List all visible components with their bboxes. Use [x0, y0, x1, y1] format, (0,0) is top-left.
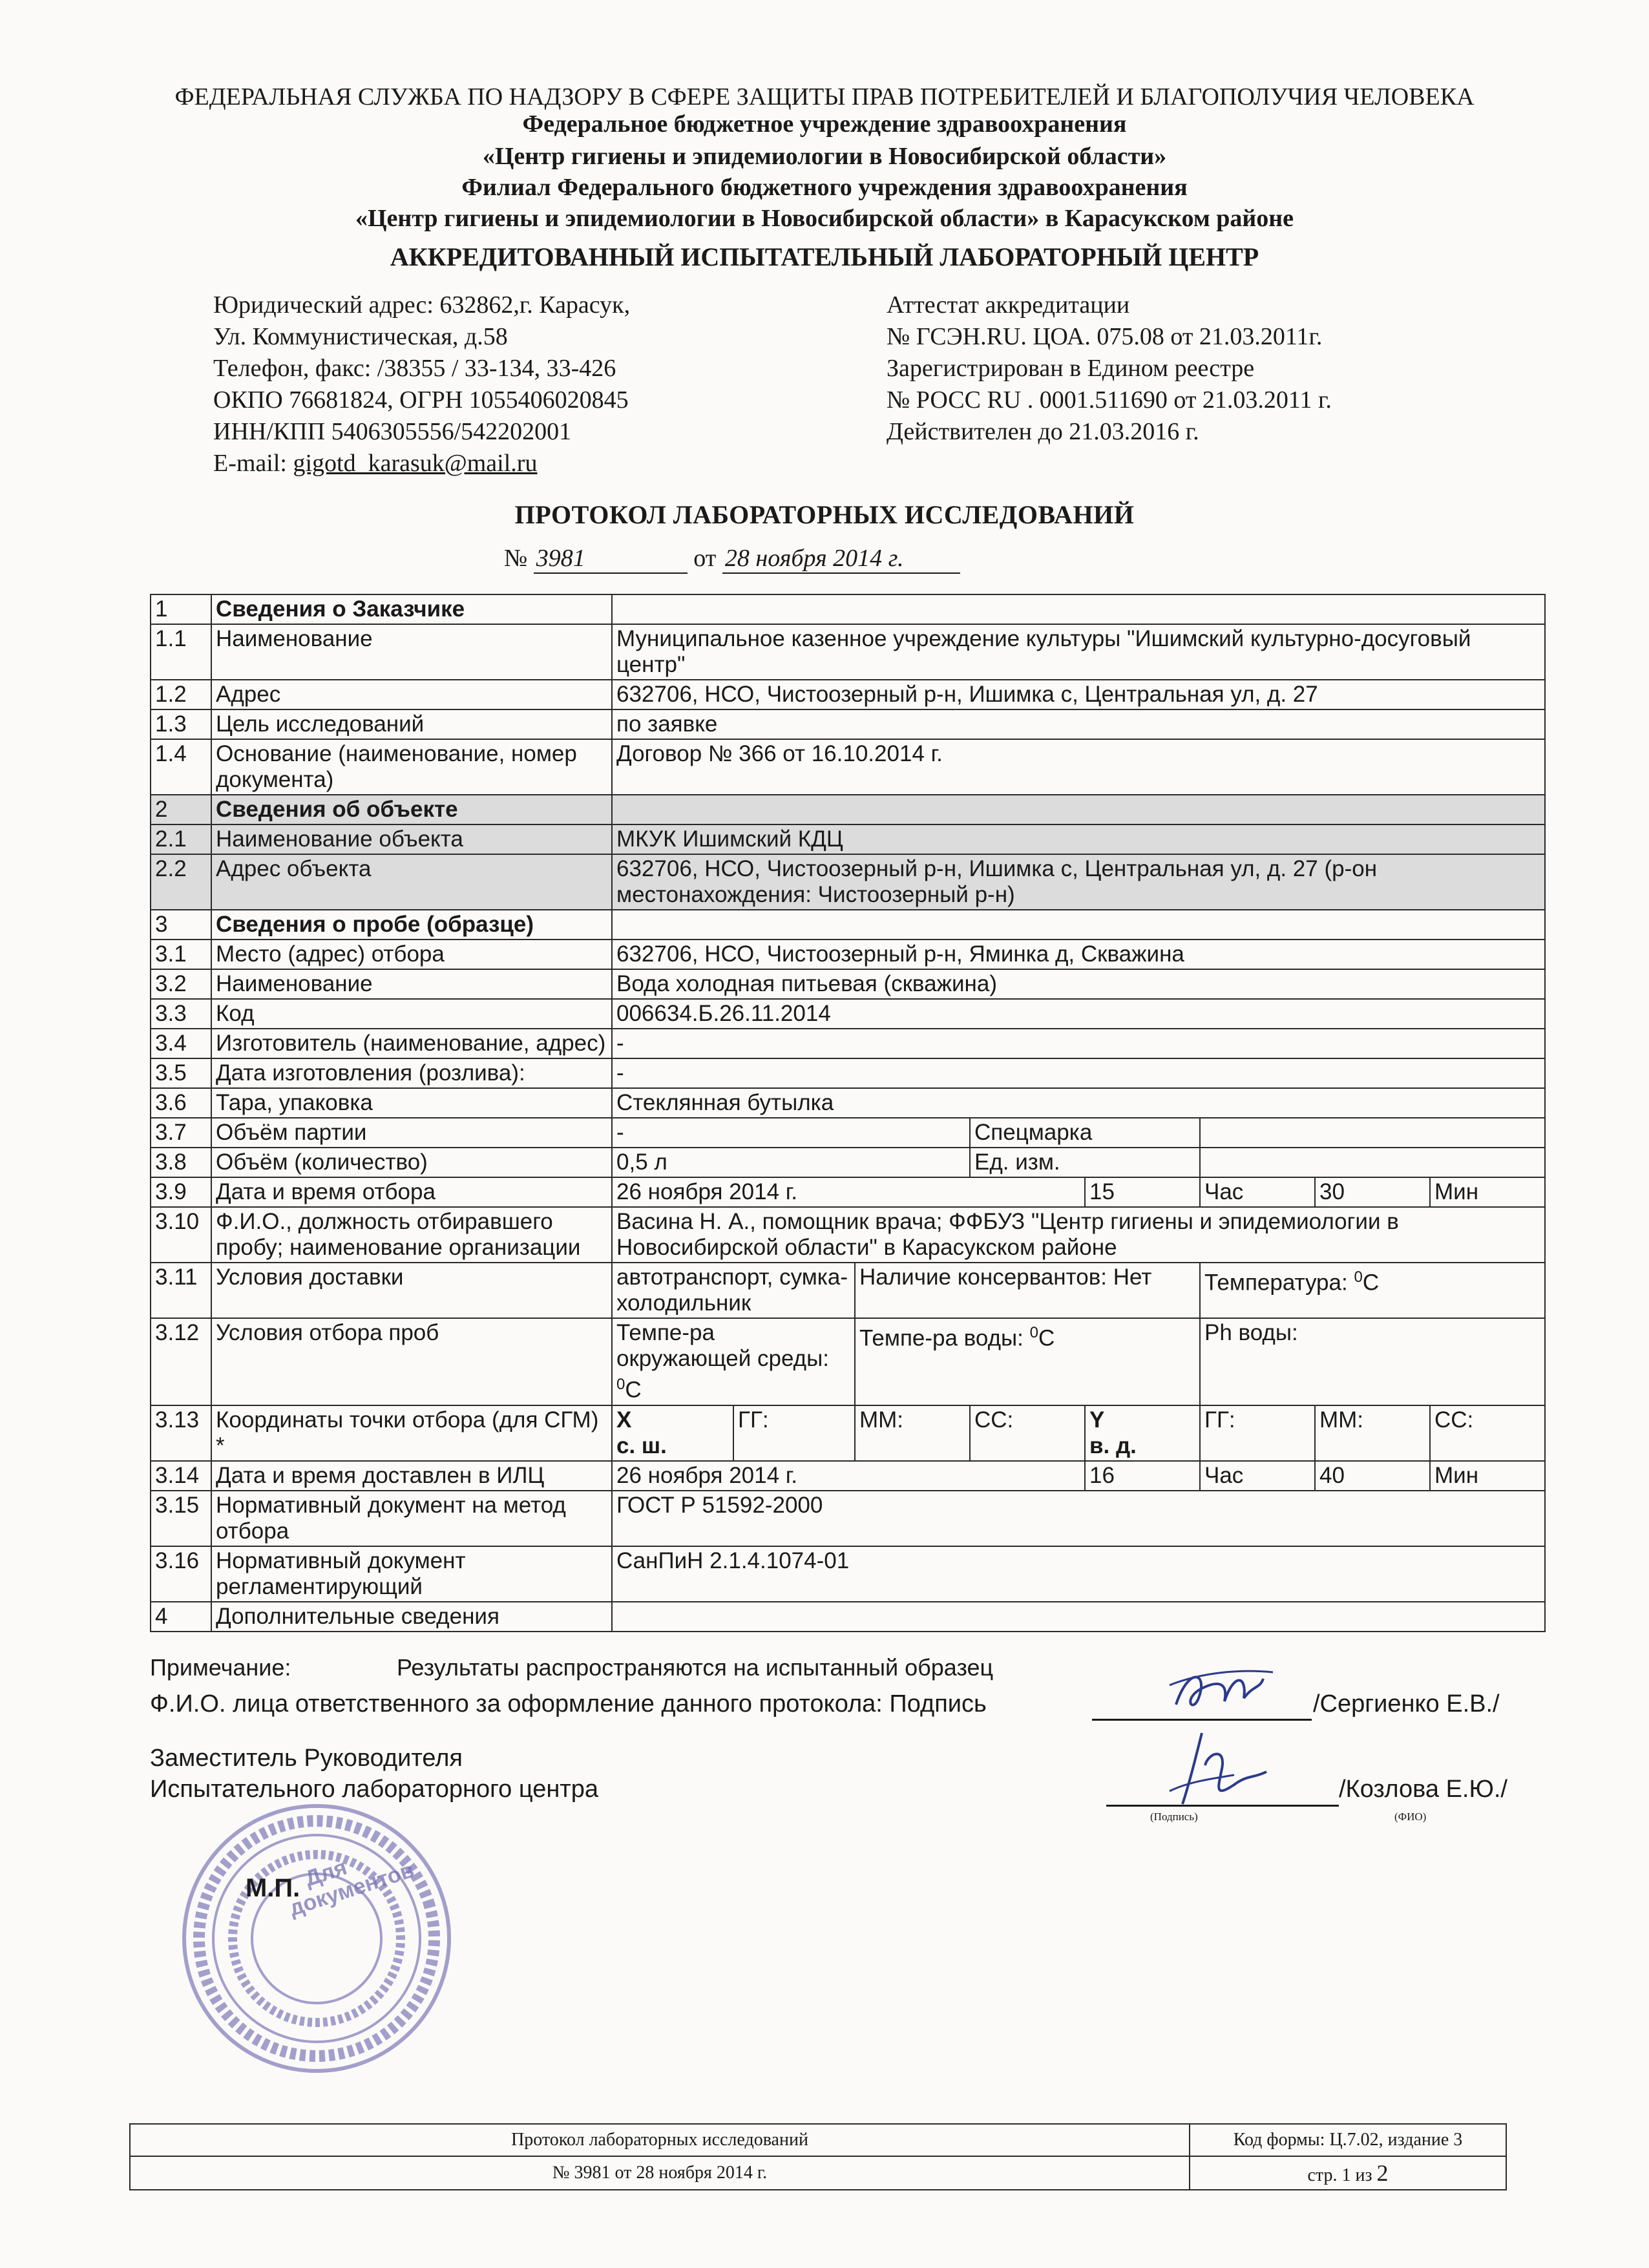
- table-row: [151, 969, 1545, 999]
- row-label: Нормативный документ на метод отбора: [211, 1491, 612, 1546]
- signature-caption: (Подпись): [1150, 1811, 1198, 1823]
- footer-doc-type: Протокол лабораторных исследований: [130, 2124, 1190, 2156]
- minute-label: Мин: [1430, 1177, 1545, 1207]
- legal-okpo: ОКПО 76681824, ОГРН 1055406020845: [213, 386, 629, 414]
- object-address: 632706, НСО, Чистоозерный р-н, Ишимка с, Центральная ул, д. 27 (р-он местонахождения: Чистоозерный р-н): [612, 854, 1545, 910]
- sampling-minute: 30: [1315, 1177, 1430, 1207]
- legal-email-row: [213, 448, 630, 479]
- ambient-temperature-label: Темпе-ра окружающей среды:: [616, 1320, 829, 1371]
- research-purpose: по заявке: [612, 709, 1545, 739]
- row-number: 3.4: [151, 1029, 211, 1058]
- celsius-unit: С: [1038, 1325, 1055, 1351]
- table-row: [151, 1207, 1545, 1263]
- deputy-title-1: Заместитель Руководителя: [150, 1745, 463, 1772]
- celsius-unit: С: [625, 1377, 642, 1403]
- table-row: [151, 854, 1545, 910]
- sampling-date: 26 ноября 2014 г.: [612, 1177, 1085, 1207]
- table-row: [151, 1461, 1545, 1491]
- row-number: 3.12: [151, 1318, 211, 1405]
- responsible-label: Ф.И.О. лица ответственного за оформление данного протокола: Подпись: [150, 1690, 987, 1717]
- table-row: [151, 1263, 1545, 1318]
- water-temperature-label: Темпе-ра воды:: [859, 1325, 1024, 1351]
- row-number: 4: [151, 1602, 211, 1632]
- date-label: от: [693, 545, 717, 572]
- legal-inn: ИНН/КПП 5406305556/542202001: [213, 418, 572, 445]
- coord-y-label: Y: [1089, 1407, 1105, 1433]
- row-number: 3.3: [151, 999, 211, 1029]
- row-label: Цель исследований: [211, 709, 612, 739]
- delivery-hour: 16: [1085, 1461, 1200, 1491]
- row-label: Код: [211, 999, 612, 1029]
- header-lab-center: АККРЕДИТОВАННЫЙ ИСПЫТАТЕЛЬНЫЙ ЛАБОРАТОРНЫЙ ЦЕНТР: [390, 242, 1259, 271]
- empty-cell: [612, 795, 1545, 824]
- row-number: 1.3: [151, 709, 211, 739]
- fio-caption: (ФИО): [1394, 1811, 1427, 1823]
- row-number: 1.1: [151, 624, 211, 680]
- table-row: [151, 1405, 1545, 1461]
- protocol-table: [150, 594, 1546, 1632]
- table-row: [151, 594, 1545, 624]
- row-label: Условия доставки: [211, 1263, 612, 1318]
- signature-sergienko: [1163, 1659, 1279, 1724]
- row-label: Нормативный документ регламентирующий: [211, 1546, 612, 1602]
- table-row: [151, 1491, 1545, 1546]
- coord-minutes: ММ:: [1315, 1405, 1430, 1461]
- table-row: [151, 709, 1545, 739]
- row-number: 3.9: [151, 1177, 211, 1207]
- responsible-name: /Сергиенко Е.В./: [1313, 1690, 1500, 1717]
- deputy-title-2: Испытательного лабораторного центра: [150, 1776, 598, 1803]
- table-row: [151, 1546, 1545, 1602]
- ambient-temperature: Темпе-ра окружающей среды: $^0$С: [612, 1318, 855, 1405]
- row-label: Наименование: [211, 624, 612, 680]
- water-ph: Ph воды:: [1200, 1318, 1545, 1405]
- row-label: Ф.И.О., должность отбиравшего пробу; наименование организации: [211, 1207, 612, 1263]
- row-label: Адрес: [211, 680, 612, 709]
- latitude-label: с. ш.: [616, 1433, 667, 1458]
- empty-cell: [612, 594, 1545, 624]
- hour-label: Час: [1200, 1177, 1315, 1207]
- basis-document: Договор № 366 от 16.10.2014 г.: [612, 739, 1545, 795]
- sampling-place: 632706, НСО, Чистоозерный р-н, Яминка д, Скважина: [612, 940, 1545, 969]
- protocol-number: 3981: [534, 544, 688, 574]
- row-number: 3.8: [151, 1148, 211, 1177]
- accreditation-info: [887, 289, 1332, 448]
- table-row: [151, 1602, 1545, 1632]
- preservatives: Наличие консервантов: Нет: [855, 1263, 1200, 1318]
- row-number: 2.2: [151, 854, 211, 910]
- row-number: 3: [151, 910, 211, 940]
- production-date: -: [612, 1058, 1545, 1088]
- row-label: Адрес объекта: [211, 854, 612, 910]
- footer-form-code: Код формы: Ц.7.02, издание 3: [1190, 2124, 1506, 2156]
- table-row: [151, 795, 1545, 824]
- row-label: Место (адрес) отбора: [211, 940, 612, 969]
- delivery-date: 26 ноября 2014 г.: [612, 1461, 1085, 1491]
- sample-name: Вода холодная питьевая (скважина): [612, 969, 1545, 999]
- table-row: [151, 680, 1545, 709]
- delivery-temperature: Температура: $^0$С: [1200, 1263, 1545, 1318]
- accreditation-number: № ГСЭН.RU. ЦОА. 075.08 от 21.03.2011г.: [887, 323, 1323, 350]
- hour-label: Час: [1200, 1461, 1315, 1491]
- sampling-method-standard: ГОСТ Р 51592-2000: [612, 1491, 1545, 1546]
- empty-cell: [1200, 1118, 1545, 1148]
- regulating-standard: СанПиН 2.1.4.1074-01: [612, 1546, 1545, 1602]
- unit-label: Ед. изм.: [970, 1148, 1200, 1177]
- table-row: [151, 1148, 1545, 1177]
- coord-y: [1085, 1405, 1200, 1461]
- email-label: E-mail:: [213, 450, 293, 477]
- row-number: 2: [151, 795, 211, 824]
- row-number: 3.13: [151, 1405, 211, 1461]
- section-title: Сведения о Заказчике: [211, 594, 612, 624]
- protocol-date: 28 ноября 2014 г.: [722, 544, 960, 574]
- legal-info: [213, 289, 630, 479]
- registry-title: Зарегистрирован в Едином реестре: [887, 355, 1255, 382]
- header-institution: Федеральное бюджетное учреждение здравоохранения: [522, 110, 1127, 138]
- packaging: Стеклянная бутылка: [612, 1088, 1545, 1118]
- table-row: [130, 2124, 1506, 2156]
- table-row: [151, 739, 1545, 795]
- row-label: Дата и время отбора: [211, 1177, 612, 1207]
- email-link[interactable]: gigotd_karasuk@mail.ru: [293, 450, 538, 477]
- coord-degrees: ГГ:: [1200, 1405, 1315, 1461]
- legal-street: Ул. Коммунистическая, д.58: [213, 323, 508, 350]
- special-mark-label: Спецмарка: [970, 1118, 1200, 1148]
- row-number: 1.2: [151, 680, 211, 709]
- row-label: Дата и время доставлен в ИЛЦ: [211, 1461, 612, 1491]
- minute-label: Мин: [1430, 1461, 1545, 1491]
- row-number: 3.7: [151, 1118, 211, 1148]
- temperature-label: Температура:: [1204, 1270, 1348, 1296]
- empty-cell: [612, 1602, 1545, 1632]
- table-row: [151, 1177, 1545, 1207]
- empty-cell: [612, 910, 1545, 940]
- row-number: 3.2: [151, 969, 211, 999]
- row-number: 1: [151, 594, 211, 624]
- table-row: [151, 940, 1545, 969]
- note-label: Примечание:: [150, 1654, 291, 1681]
- accreditation-title: Аттестат аккредитации: [887, 291, 1130, 319]
- table-row: [130, 2156, 1506, 2190]
- row-label: Объём партии: [211, 1118, 612, 1148]
- legal-address: Юридический адрес: 632862,г. Карасук,: [213, 291, 631, 319]
- row-number: 3.15: [151, 1491, 211, 1546]
- number-label: №: [504, 545, 528, 572]
- header-center: «Центр гигиены и эпидемиологии в Новосибирской области»: [482, 143, 1167, 170]
- row-label: Наименование объекта: [211, 824, 612, 854]
- manufacturer: -: [612, 1029, 1545, 1058]
- coord-seconds: СС:: [1430, 1405, 1545, 1461]
- table-row: [151, 999, 1545, 1029]
- header-branch-center: «Центр гигиены и эпидемиологии в Новосибирской области» в Карасукском районе: [355, 205, 1294, 232]
- celsius-unit: С: [1362, 1270, 1380, 1296]
- row-label: Основание (наименование, номер документа): [211, 739, 612, 795]
- legal-phone: Телефон, факс: /38355 / 33-134, 33-426: [213, 355, 616, 382]
- registry-number: № РОСС RU . 0001.511690 от 21.03.2011 г.: [887, 386, 1332, 414]
- object-name: МКУК Ишимский КДЦ: [612, 824, 1545, 854]
- note-text: Результаты распространяются на испытанный образец: [397, 1654, 994, 1681]
- sample-volume: 0,5 л: [612, 1148, 970, 1177]
- coord-seconds: СС:: [970, 1405, 1085, 1461]
- row-label: Объём (количество): [211, 1148, 612, 1177]
- row-label: Изготовитель (наименование, адрес): [211, 1029, 612, 1058]
- protocol-number-line: [504, 544, 960, 574]
- row-number: 3.6: [151, 1088, 211, 1118]
- table-row: [151, 910, 1545, 940]
- section-title: Сведения об объекте: [211, 795, 612, 824]
- row-number: 3.11: [151, 1263, 211, 1318]
- deputy-name: /Козлова Е.Ю./: [1339, 1776, 1507, 1803]
- coord-x: [612, 1405, 733, 1461]
- footer-table: [129, 2123, 1507, 2190]
- row-label: Условия отбора проб: [211, 1318, 612, 1405]
- row-number: 3.1: [151, 940, 211, 969]
- row-number: 3.5: [151, 1058, 211, 1088]
- header-agency: ФЕДЕРАЛЬНАЯ СЛУЖБА ПО НАДЗОРУ В СФЕРЕ ЗАЩИТЫ ПРАВ ПОТРЕБИТЕЛЕЙ И БЛАГОПОЛУЧИЯ ЧЕЛОВЕКА: [174, 83, 1475, 110]
- stamp-place: М.П.: [246, 1874, 300, 1902]
- coord-degrees: ГГ:: [733, 1405, 855, 1461]
- row-label: Тара, упаковка: [211, 1088, 612, 1118]
- delivery-minute: 40: [1315, 1461, 1430, 1491]
- delivery-conditions: автотранспорт, сумка-холодильник: [612, 1263, 855, 1318]
- row-number: 3.10: [151, 1207, 211, 1263]
- footer-page-number: [1190, 2156, 1506, 2190]
- table-row: [151, 1118, 1545, 1148]
- row-label: Наименование: [211, 969, 612, 999]
- section-title: Сведения о пробе (образце): [211, 910, 612, 940]
- signature-kozlova: [1157, 1727, 1279, 1811]
- valid-until: Действителен до 21.03.2016 г.: [887, 418, 1199, 445]
- empty-cell: [1200, 1148, 1545, 1177]
- page-total: 2: [1376, 2160, 1389, 2186]
- table-row: [151, 824, 1545, 854]
- table-row: [151, 1029, 1545, 1058]
- table-row: [151, 624, 1545, 680]
- customer-name: Муниципальное казенное учреждение культуры "Ишимский культурно-досуговый центр": [612, 624, 1545, 680]
- row-number: 1.4: [151, 739, 211, 795]
- row-label: Координаты точки отбора (для СГМ) *: [211, 1405, 612, 1461]
- coord-minutes: ММ:: [855, 1405, 970, 1461]
- page-label: стр. 1 из: [1307, 2165, 1377, 2185]
- table-row: [151, 1318, 1545, 1405]
- sampling-hour: 15: [1085, 1177, 1200, 1207]
- batch-volume: -: [612, 1118, 970, 1148]
- water-temperature: Темпе-ра воды: $^0$С: [855, 1318, 1200, 1405]
- footer-doc-number: № 3981 от 28 ноября 2014 г.: [130, 2156, 1190, 2190]
- row-label: Дата изготовления (розлива):: [211, 1058, 612, 1088]
- sampler-info: Васина Н. А., помощник врача; ФФБУЗ "Центр гигиены и эпидемиологии в Новосибирской области" в Карасукском районе: [612, 1207, 1545, 1263]
- table-row: [151, 1088, 1545, 1118]
- table-row: [151, 1058, 1545, 1088]
- row-label: Дополнительные сведения: [211, 1602, 612, 1632]
- coord-x-label: X: [616, 1407, 632, 1433]
- row-number: 2.1: [151, 824, 211, 854]
- round-stamp: [174, 1796, 459, 2081]
- row-number: 3.16: [151, 1546, 211, 1602]
- protocol-title: ПРОТОКОЛ ЛАБОРАТОРНЫХ ИССЛЕДОВАНИЙ: [514, 500, 1135, 529]
- header-branch: Филиал Федерального бюджетного учреждения здравоохранения: [461, 174, 1188, 201]
- row-number: 3.14: [151, 1461, 211, 1491]
- stamp-text: Для документов: [286, 1854, 417, 1921]
- sample-code: 006634.Б.26.11.2014: [612, 999, 1545, 1029]
- customer-address: 632706, НСО, Чистоозерный р-н, Ишимка с, Центральная ул, д. 27: [612, 680, 1545, 709]
- longitude-label: в. д.: [1089, 1433, 1137, 1458]
